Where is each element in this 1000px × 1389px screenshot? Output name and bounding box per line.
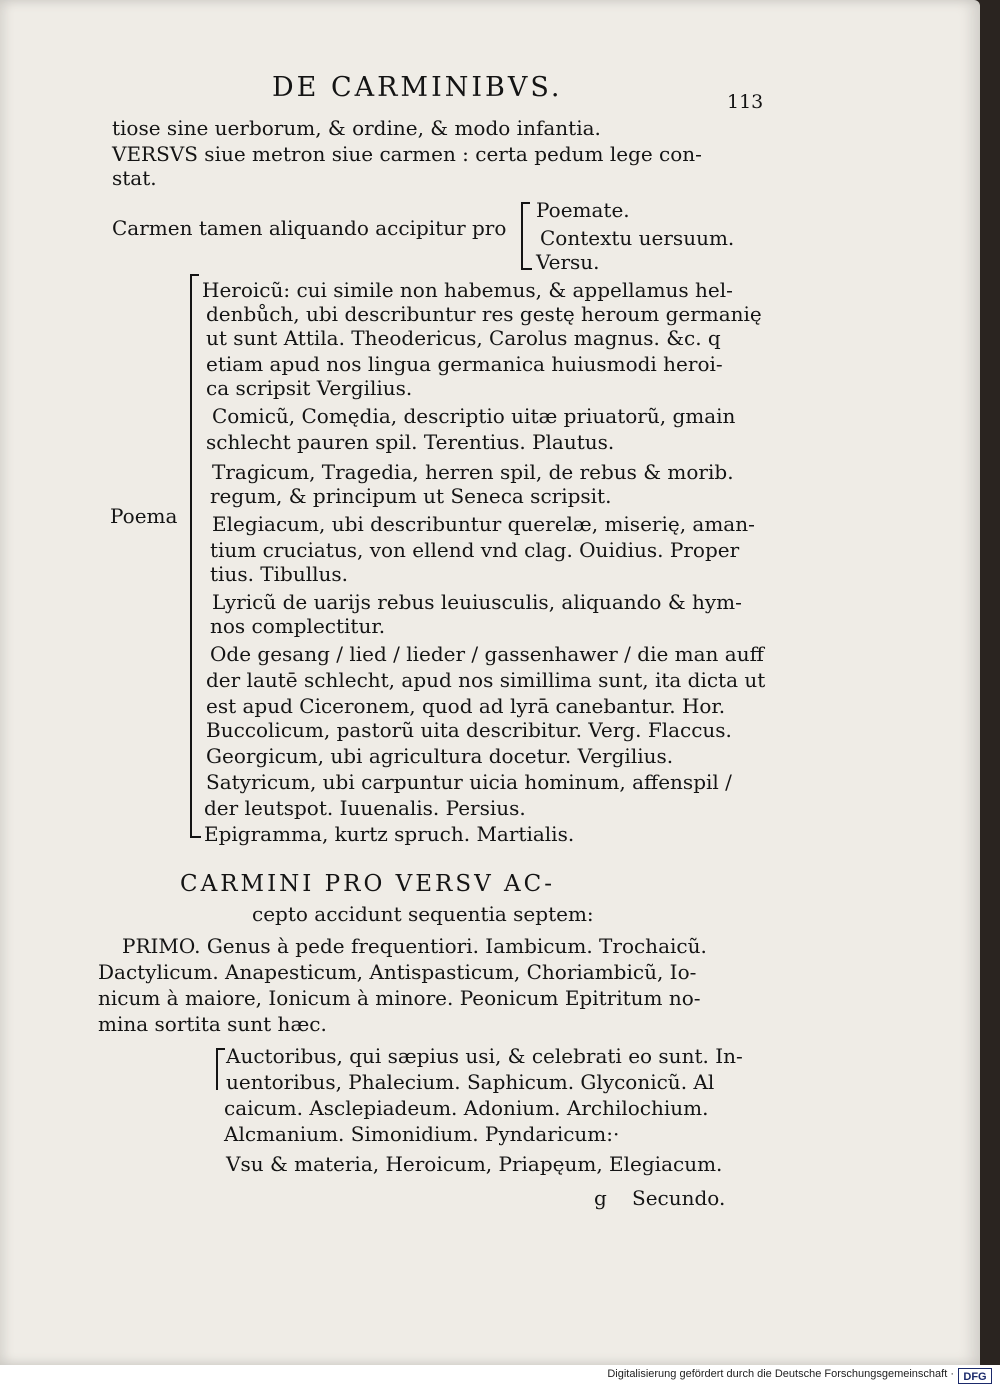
funding-credit: Digitalisierung gefördert durch die Deutsche Forschungsgemeinschaft ·: [607, 1368, 954, 1380]
poema-bracket-top: [190, 274, 199, 546]
text-line: tius. Tibullus.: [210, 562, 349, 586]
bracket-top: [216, 1048, 225, 1090]
text-line: Buccolicum, pastorũ uita describitur. Verg. Flaccus.: [206, 718, 732, 742]
section-heading: CARMINI PRO VERSV AC-: [180, 871, 556, 897]
dfg-logo-icon: DFG: [958, 1368, 992, 1384]
text-line: etiam apud nos lingua germanica huiusmodi heroi-: [206, 352, 723, 376]
text-line: Vsu & materia, Heroicum, Priapęum, Elegiacum.: [226, 1152, 723, 1176]
text-line: Tragicum, Tragedia, herren spil, de rebus & morib.: [212, 460, 734, 484]
text-line: ca scripsit Vergilius.: [206, 376, 413, 400]
text-line: nicum à maiore, Ionicum à minore. Peonicum Epitritum no-: [98, 986, 701, 1010]
bracket-bottom: [521, 236, 532, 270]
text-line: Heroicũ: cui simile non habemus, & appellamus hel-: [202, 278, 733, 302]
text-line: Ode gesang / lied / lieder / gassenhawer / die man auff: [210, 642, 764, 666]
text-line: denbůch, ubi describuntur res gestę heroum germanię: [206, 302, 762, 326]
text-line: Alcmanium. Simonidium. Pyndaricum:·: [224, 1122, 620, 1146]
poema-bracket-bottom: [190, 540, 201, 838]
signature-mark: g: [594, 1186, 607, 1210]
text-line: caicum. Asclepiadeum. Adonium. Archilochium.: [224, 1096, 709, 1120]
carmen-option: Contextu uersuum.: [540, 226, 735, 250]
text-line: ut sunt Attila. Theodericus, Carolus magnus. &c. q: [206, 326, 721, 350]
text-line: tium cruciatus, von ellend vnd clag. Ouidius. Proper: [210, 538, 740, 562]
text-line: nos complectitur.: [210, 614, 386, 638]
text-line: Elegiacum, ubi describuntur querelæ, miserię, aman-: [212, 512, 755, 536]
text-line: est apud Ciceronem, quod ad lyrā canebantur. Hor.: [206, 694, 726, 718]
page-number: 113: [727, 91, 764, 113]
text-line: mina sortita sunt hæc.: [98, 1012, 327, 1036]
text-line: Dactylicum. Anapesticum, Antispasticum, Choriambicũ, Io-: [98, 960, 697, 984]
footer-bar: [0, 1365, 1000, 1389]
running-head: DE CARMINIBVS.: [272, 72, 563, 103]
bracket-top: [521, 202, 530, 240]
text-line: regum, & principum ut Seneca scripsit.: [210, 484, 612, 508]
text-line: PRIMO. Genus à pede frequentiori. Iambicum. Trochaicũ.: [122, 934, 707, 958]
text-line: Epigramma, kurtz spruch. Martialis.: [204, 822, 575, 846]
text-line: VERSVS siue metron siue carmen : certa pedum lege con-: [112, 142, 702, 166]
section-subheading: cepto accidunt sequentia septem:: [252, 902, 594, 926]
text-line: stat.: [112, 166, 157, 190]
text-line: schlecht pauren spil. Terentius. Plautus.: [206, 430, 615, 454]
text-line: uentoribus, Phalecium. Saphicum. Glyconicũ. Al: [226, 1070, 715, 1094]
text-line: tiose sine uerborum, & ordine, & modo infantia.: [112, 116, 601, 140]
text-line: Georgicum, ubi agricultura docetur. Vergilius.: [206, 744, 674, 768]
text-line: Auctoribus, qui sæpius usi, & celebrati eo sunt. In-: [226, 1044, 743, 1068]
carmen-option: Poemate.: [536, 198, 630, 222]
text-line: der lautē schlecht, apud nos simillima sunt, ita dicta ut: [206, 668, 766, 692]
carmen-lead-text: Carmen tamen aliquando accipitur pro: [112, 216, 507, 240]
catchword: Secundo.: [632, 1186, 726, 1210]
text-line: der leutspot. Iuuenalis. Persius.: [204, 796, 526, 820]
poema-label: Poema: [110, 504, 178, 528]
carmen-option: Versu.: [536, 250, 600, 274]
text-line: Satyricum, ubi carpuntur uicia hominum, affenspil /: [206, 770, 732, 794]
text-line: Comicũ, Comędia, descriptio uitæ priuatorũ, gmain: [212, 404, 736, 428]
text-line: Lyricũ de uarijs rebus leuiusculis, aliquando & hym-: [212, 590, 742, 614]
